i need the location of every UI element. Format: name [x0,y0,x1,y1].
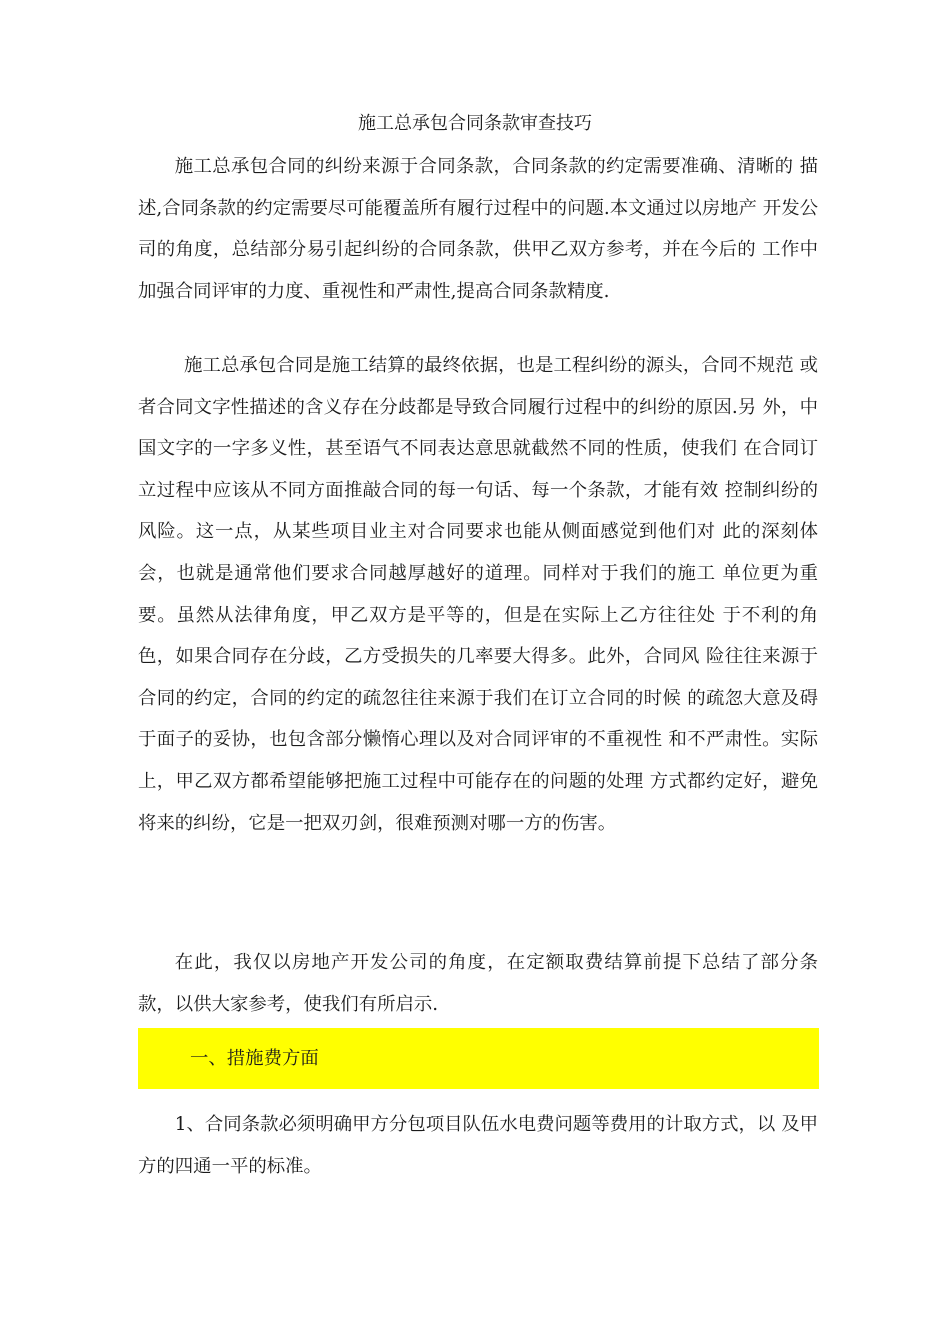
paragraph-contract-basis: 施工总承包合同是施工结算的最终依据，也是工程纠纷的源头，合同不规范 或者合同文字性描述的含义存在分歧都是导致合同履行过程中的纠纷的原因.另 外，中国文字的一字多义性，甚至语气不同表达意思就截然不同的性质，使我们 在合同订立过程中应该从不同方面推敲合同的每一句话、每一个条款，才能有效 控制纠纷的风险。这一点，从某些项目业主对合同要求也能从侧面感觉到他们对 此的深刻体会，也就是通常他们要求合同越厚越好的道理。同样对于我们的施工 单位更为重要。虽然从法律角度，甲乙双方是平等的，但是在实际上乙方往往处 于不利的角色，如果合同存在分歧，乙方受损失的几率要大得多。此外，合同风 险往往来源于合同的约定，合同的约定的疏忽往往来源于我们在订立合同的时候 的疏忽大意及碍于面子的妥协，也包含部分懒惰心理以及对合同评审的不重视性 和不严肃性。实际上，甲乙双方都希望能够把施工过程中可能存在的问题的处理 方式都约定好，避免将来的纠纷，它是一把双刃剑，很难预测对哪一方的伤害。 [138,355,818,834]
list-item-1: 1、合同条款必须明确甲方分包项目队伍水电费问题等费用的计取方式，以 及甲方的四通一平的标准。 [138,1114,818,1177]
paragraph-summary: 在此，我仅以房地产开发公司的角度，在定额取费结算前提下总结了部分条款，以供大家参考，使我们有所启示. [138,952,818,1015]
paragraph-intro: 施工总承包合同的纠纷来源于合同条款，合同条款的约定需要准确、清晰的 描述,合同条款的约定需要尽可能覆盖所有履行过程中的问题.本文通过以房地产 开发公司的角度，总结部分易引起纠纷的合同条款，供甲乙双方参考，并在今后的 工作中加强合同评审的力度、重视性和严肃性,提高合同条款精度. [138,156,818,302]
document-title: 施工总承包合同条款审查技巧 [358,113,592,134]
section-heading: 一、措施费方面 [190,1048,319,1069]
